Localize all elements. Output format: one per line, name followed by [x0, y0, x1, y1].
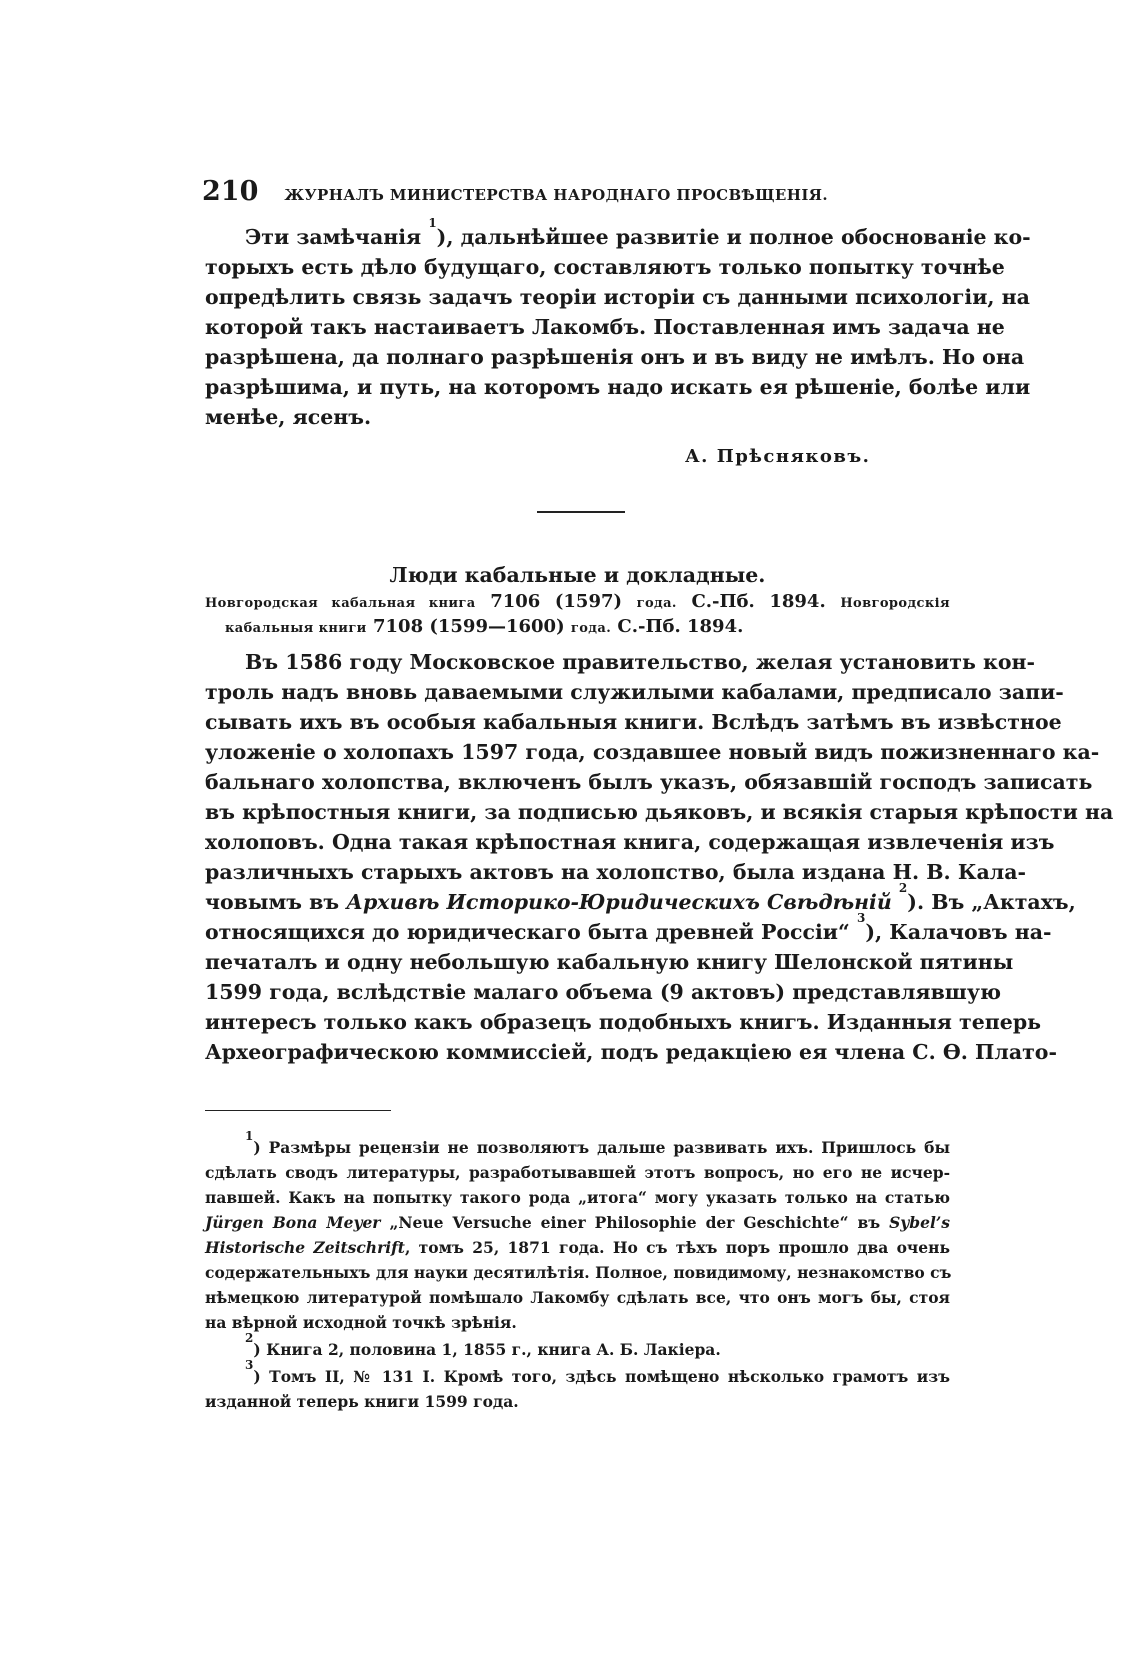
footnote-line: содержательныхъ для науки десятилѣтія. Полное, повидимому, незнакомство съ [205, 1263, 952, 1282]
paragraph-line: различныхъ старыхъ актовъ на холопство, была издана Н. В. Кала- [205, 860, 1027, 884]
footnote-marker: 1 [428, 216, 437, 230]
footnote-line: сдѣлать сводъ литературы, разработывавшей этотъ вопросъ, но его не исчер- [205, 1163, 950, 1182]
paragraph-line: троль надъ вновь даваемыми служилыми кабалами, предписало запи- [205, 680, 1064, 704]
paragraph-line: въ крѣпостныя книги, за подписью дьяковъ, и всякія старыя крѣпости на [205, 800, 1114, 824]
footnote-line: на вѣрной исходной точкѣ зрѣнія. [205, 1313, 517, 1332]
biblio-line: кабальныя книги 7108 (1599—1600) года. С.-Пб. 1894. [225, 616, 744, 637]
paragraph-line: интересъ только какъ образецъ подобныхъ книгъ. Изданныя теперь [205, 1010, 1042, 1034]
separator-rule [537, 511, 625, 513]
paragraph-line: опредѣлить связь задачъ теоріи исторіи съ данными психологіи, на [205, 285, 1030, 309]
footnote-marker: 2 [898, 881, 908, 895]
paragraph-line: относящихся до юридическаго быта древней Россіи“ $^3$), Калачовъ на- [205, 911, 1052, 944]
footnote-line: изданной теперь книги 1599 года. [205, 1392, 519, 1411]
footnote-line: павшей. Какъ на попытку такого рода „итога“ могу указать только на статью [205, 1188, 950, 1207]
footnote-line: $^2$) Книга 2, половина 1, 1855 г., книга А. Б. Лакіера. [245, 1331, 721, 1359]
paragraph-line: Въ 1586 году Московское правительство, желая установить кон- [245, 650, 1036, 674]
paragraph-line: 1599 года, вслѣдствіе малаго объема (9 актовъ) представлявшую [205, 980, 1001, 1004]
biblio-line: Новгородская кабальная книга 7106 (1597) года. С.-Пб. 1894. Новгородскія [205, 591, 951, 612]
footnote-marker: 3 [856, 911, 866, 925]
paragraph-line: разрѣшима, и путь, на которомъ надо искать ея рѣшеніе, болѣе или [205, 375, 1031, 399]
paragraph-line: уложеніе о холопахъ 1597 года, создавшее новый видъ пожизненнаго ка- [205, 740, 1100, 764]
paragraph-line: човымъ въ Архивѣ Историко-Юридическихъ Свѣдѣній $^2$). Въ „Актахъ, [205, 881, 1076, 914]
paragraph-line: торыхъ есть дѣло будущаго, составляютъ только попытку точнѣе [205, 255, 1005, 279]
page-header [202, 176, 867, 207]
paragraph-line: менѣе, ясенъ. [205, 405, 372, 429]
footnote-line: нѣмецкою литературой помѣшало Лакомбу сдѣлать все, что онъ могъ бы, стоя [205, 1288, 950, 1307]
running-title: ЖУРНАЛЪ МИНИСТЕРСТВА НАРОДНАГО ПРОСВѢЩЕНІЯ. [284, 186, 828, 204]
footnote-line: Jürgen Bona Meyer „Neue Versuche einer Philosophie der Geschichte“ въ Sybel’s [205, 1213, 950, 1232]
paragraph-line: которой такъ настаиваетъ Лакомбъ. Поставленная имъ задача не [205, 315, 1005, 339]
page-number: 210 [202, 176, 259, 207]
paragraph-line: сывать ихъ въ особыя кабальныя книги. Вслѣдъ затѣмъ въ извѣстное [205, 710, 1062, 734]
footnote-line: Historische Zeitschrift, томъ 25, 1871 года. Но съ тѣхъ поръ прошло два очень [205, 1238, 950, 1257]
author-signature: А. Прѣсняковъ. [685, 446, 871, 467]
paragraph-line: бальнаго холопства, включенъ былъ указъ, обязавшій господъ записать [205, 770, 1093, 794]
footnote-rule [205, 1110, 391, 1111]
footnote-line: $^3$) Томъ II, № 131 I. Кромѣ того, здѣсь помѣщено нѣсколько грамотъ изъ [245, 1358, 950, 1386]
paragraph-line: Эти замѣчанія $^1$), дальнѣйшее развитіе и полное обоснованіе ко- [245, 216, 1031, 249]
paragraph-line: разрѣшена, да полнаго разрѣшенія онъ и въ виду не имѣлъ. Но она [205, 345, 1025, 369]
paragraph-line: Археографическою коммиссіей, подъ редакціею ея члена С. Ѳ. Плато- [205, 1040, 1057, 1064]
review-title: Люди кабальные и докладные. [389, 563, 766, 587]
footnote-line: $^1$) Размѣры рецензіи не позволяютъ дальше развивать ихъ. Пришлось бы [245, 1129, 950, 1157]
paragraph-line: холоповъ. Одна такая крѣпостная книга, содержащая извлеченія изъ [205, 830, 1055, 854]
paragraph-line: печаталъ и одну небольшую кабальную книгу Шелонской пятины [205, 950, 1014, 974]
